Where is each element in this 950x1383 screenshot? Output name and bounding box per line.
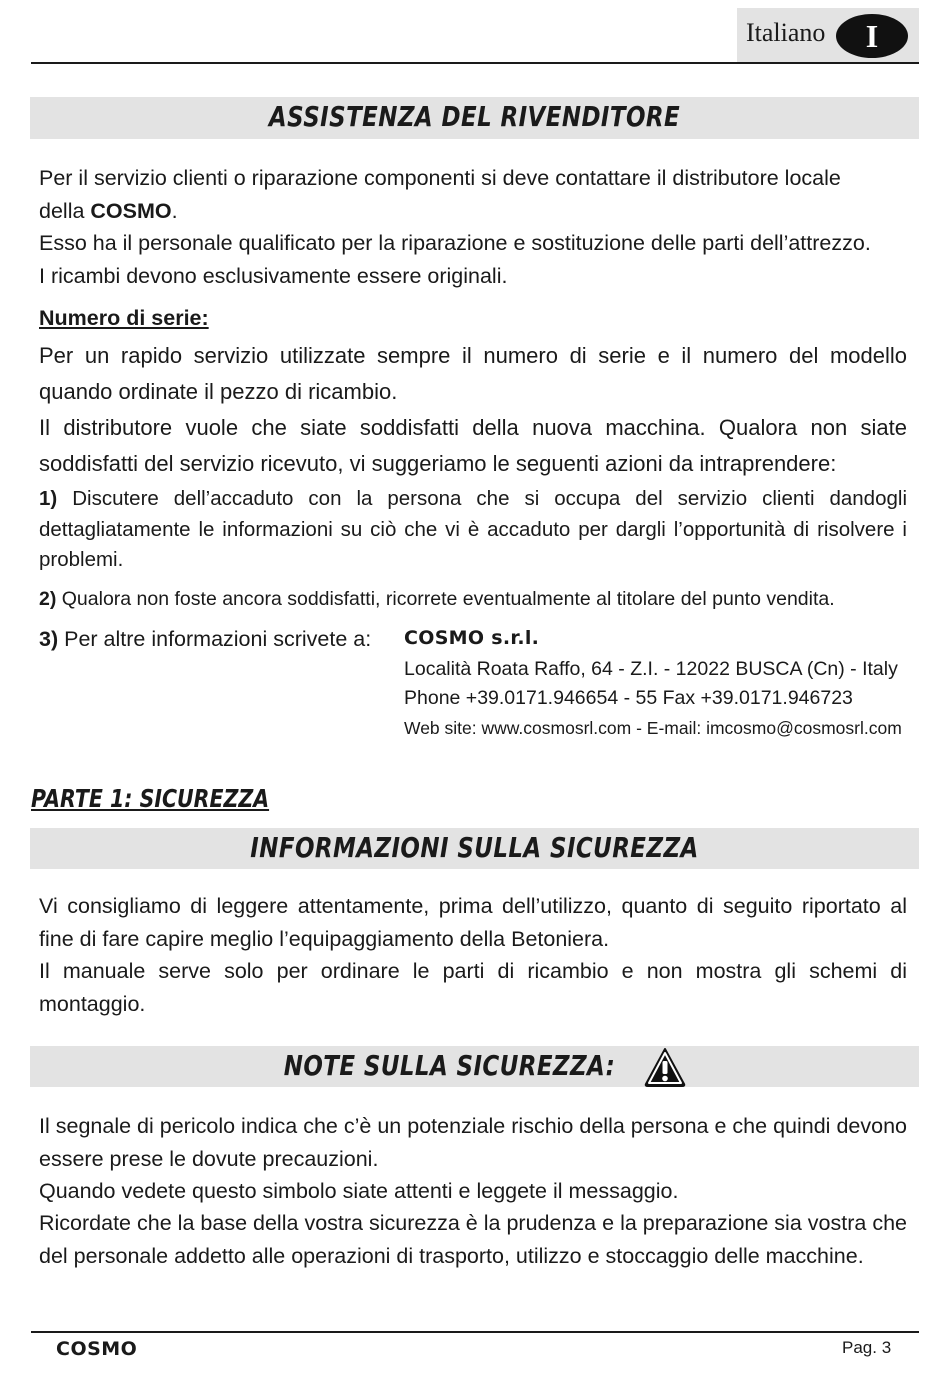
- page-number: Pag. 3: [842, 1338, 892, 1357]
- header-rule: [31, 62, 919, 64]
- language-label: Italiano: [746, 18, 826, 47]
- contact-company: COSMO s.r.l.: [404, 627, 540, 649]
- warning-icon: [644, 1047, 686, 1087]
- dealer-assistance-text: [39, 162, 907, 292]
- serial-text-1: Per un rapido servizio utilizzate sempre il numero di serie e il numero del modello quando ordinate il pezzo di ricambio.: [39, 343, 907, 404]
- safety-notes-text-2: Quando vedete questo simbolo siate attenti e leggete il messaggio.: [39, 1179, 679, 1203]
- brand-name: COSMO: [90, 198, 172, 223]
- dealer-line-3: Esso ha il personale qualificato per la riparazione e sostituzione delle parti dell’attrezzo.: [39, 231, 871, 255]
- section-title-dealer-assistance: ASSISTENZA DEL RIVENDITORE: [268, 100, 681, 133]
- dealer-line-2: della COSMO.: [39, 198, 178, 223]
- section-title-safety-info: INFORMAZIONI SULLA SICUREZZA: [250, 831, 699, 864]
- action-item-1: 1) Discutere dell’accaduto con la persona che si occupa del servizio clienti dandogli dettagliatamente le informazioni su ciò che vi è accaduto per dargli l’opportunità di risolvere i problemi.: [39, 487, 907, 571]
- contact-phone: Phone +39.0171.946654 - 55 Fax +39.0171.946723: [404, 687, 853, 709]
- serial-number-title: Numero di serie:: [39, 306, 209, 330]
- contact-web: Web site: www.cosmosrl.com - E-mail: imcosmo@cosmosrl.com: [404, 718, 902, 738]
- section-title-safety-notes: NOTE SULLA SICUREZZA:: [283, 1049, 616, 1082]
- language-letter-badge: I: [836, 14, 908, 58]
- action-item-2: 2) Qualora non foste ancora soddisfatti, ricorrete eventualmente al titolare del punto vendita.: [39, 588, 835, 610]
- dealer-line-1: Per il servizio clienti o riparazione componenti si deve contattare il distributore locale: [39, 166, 841, 190]
- action-item-3: 3) Per altre informazioni scrivete a:: [39, 627, 372, 651]
- safety-info-text-2: Il manuale serve solo per ordinare le parti di ricambio e non mostra gli schemi di montaggio.: [39, 959, 907, 1016]
- section-band-safety-info: [30, 828, 919, 869]
- dealer-line-4: I ricambi devono esclusivamente essere originali.: [39, 263, 508, 288]
- footer-rule: [31, 1331, 919, 1333]
- part-title-safety: PARTE 1: SICUREZZA: [31, 784, 270, 813]
- footer-brand: COSMO: [56, 1338, 138, 1360]
- serial-text-2: Il distributore vuole che siate soddisfatti della nuova macchina. Qualora non siate soddisfatti del servizio ricevuto, vi suggeriamo le seguenti azioni da intraprendere:: [39, 415, 907, 476]
- safety-info-text-1: Vi consigliamo di leggere attentamente, prima dell’utilizzo, quanto di seguito riportato al fine di fare capire meglio l’equipaggiamento della Betoniera.: [39, 894, 907, 951]
- section-band-safety-notes: [30, 1046, 919, 1087]
- safety-notes-text-1: Il segnale di pericolo indica che c’è un potenziale rischio della persona e che quindi devono essere prese le dovute precauzioni.: [39, 1114, 907, 1171]
- safety-notes-text-3: Ricordate che la base della vostra sicurezza è la prudenza e la preparazione sia vostra che del personale addetto alle operazioni di trasporto, utilizzo e stoccaggio delle macchine.: [39, 1211, 907, 1268]
- contact-address: Località Roata Raffo, 64 - Z.I. - 12022 BUSCA (Cn) - Italy: [404, 658, 898, 680]
- section-band-dealer-assistance: [30, 97, 919, 139]
